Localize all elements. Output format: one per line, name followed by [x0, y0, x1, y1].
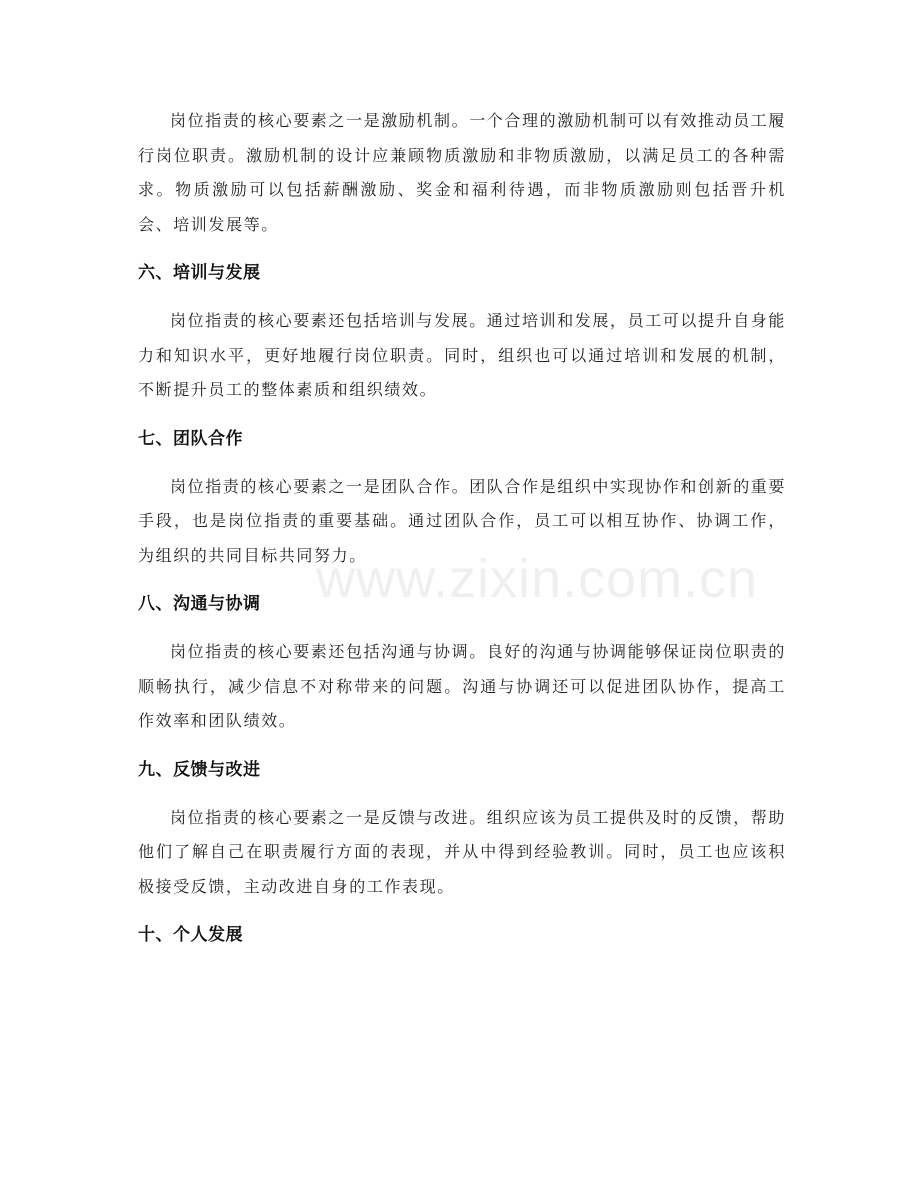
- document-body: [138, 104, 786, 966]
- heading-feedback: 九、反馈与改进: [138, 759, 261, 780]
- heading-training: 六、培训与发展: [138, 263, 261, 283]
- heading-personal-development: 十、个人发展: [138, 925, 243, 945]
- paragraph-training: 岗位指责的核心要素还包括培训与发展。通过培训和发展，员工可以提升自身能力和知识水平，更好地履行岗位职责。同时，组织也可以通过培训和发展的机制，不断提升员工的整体素质和组织绩效。: [138, 311, 787, 399]
- heading-communication: 八、沟通与协调: [138, 594, 261, 614]
- paragraph-incentive: 岗位指责的核心要素之一是激励机制。一个合理的激励机制可以有效推动员工履行岗位职责。激励机制的设计应兼顾物质激励和非物质激励，以满足员工的各种需求。物质激励可以包括薪酬激励、奖金和福利待遇，而非物质激励则包括晋升机会、培训发展等。: [138, 111, 787, 234]
- paragraph-teamwork: 岗位指责的核心要素之一是团队合作。团队合作是组织中实现协作和创新的重要手段，也是岗位指责的重要基础。通过团队合作，员工可以相互协作、协调工作，为组织的共同目标共同努力。: [138, 476, 787, 565]
- watermark: www.zixin.com.cn: [316, 549, 759, 609]
- paragraph-feedback: 岗位指责的核心要素之一是反馈与改进。组织应该为员工提供及时的反馈，帮助他们了解自己在职责履行方面的表现，并从中得到经验教训。同时，员工也应该积极接受反馈，主动改进自身的工作表现。: [138, 807, 787, 896]
- heading-teamwork: 七、团队合作: [138, 428, 243, 449]
- paragraph-communication: 岗位指责的核心要素还包括沟通与协调。良好的沟通与协调能够保证岗位职责的顺畅执行，减少信息不对称带来的问题。沟通与协调还可以促进团队协作，提高工作效率和团队绩效。: [138, 642, 787, 730]
